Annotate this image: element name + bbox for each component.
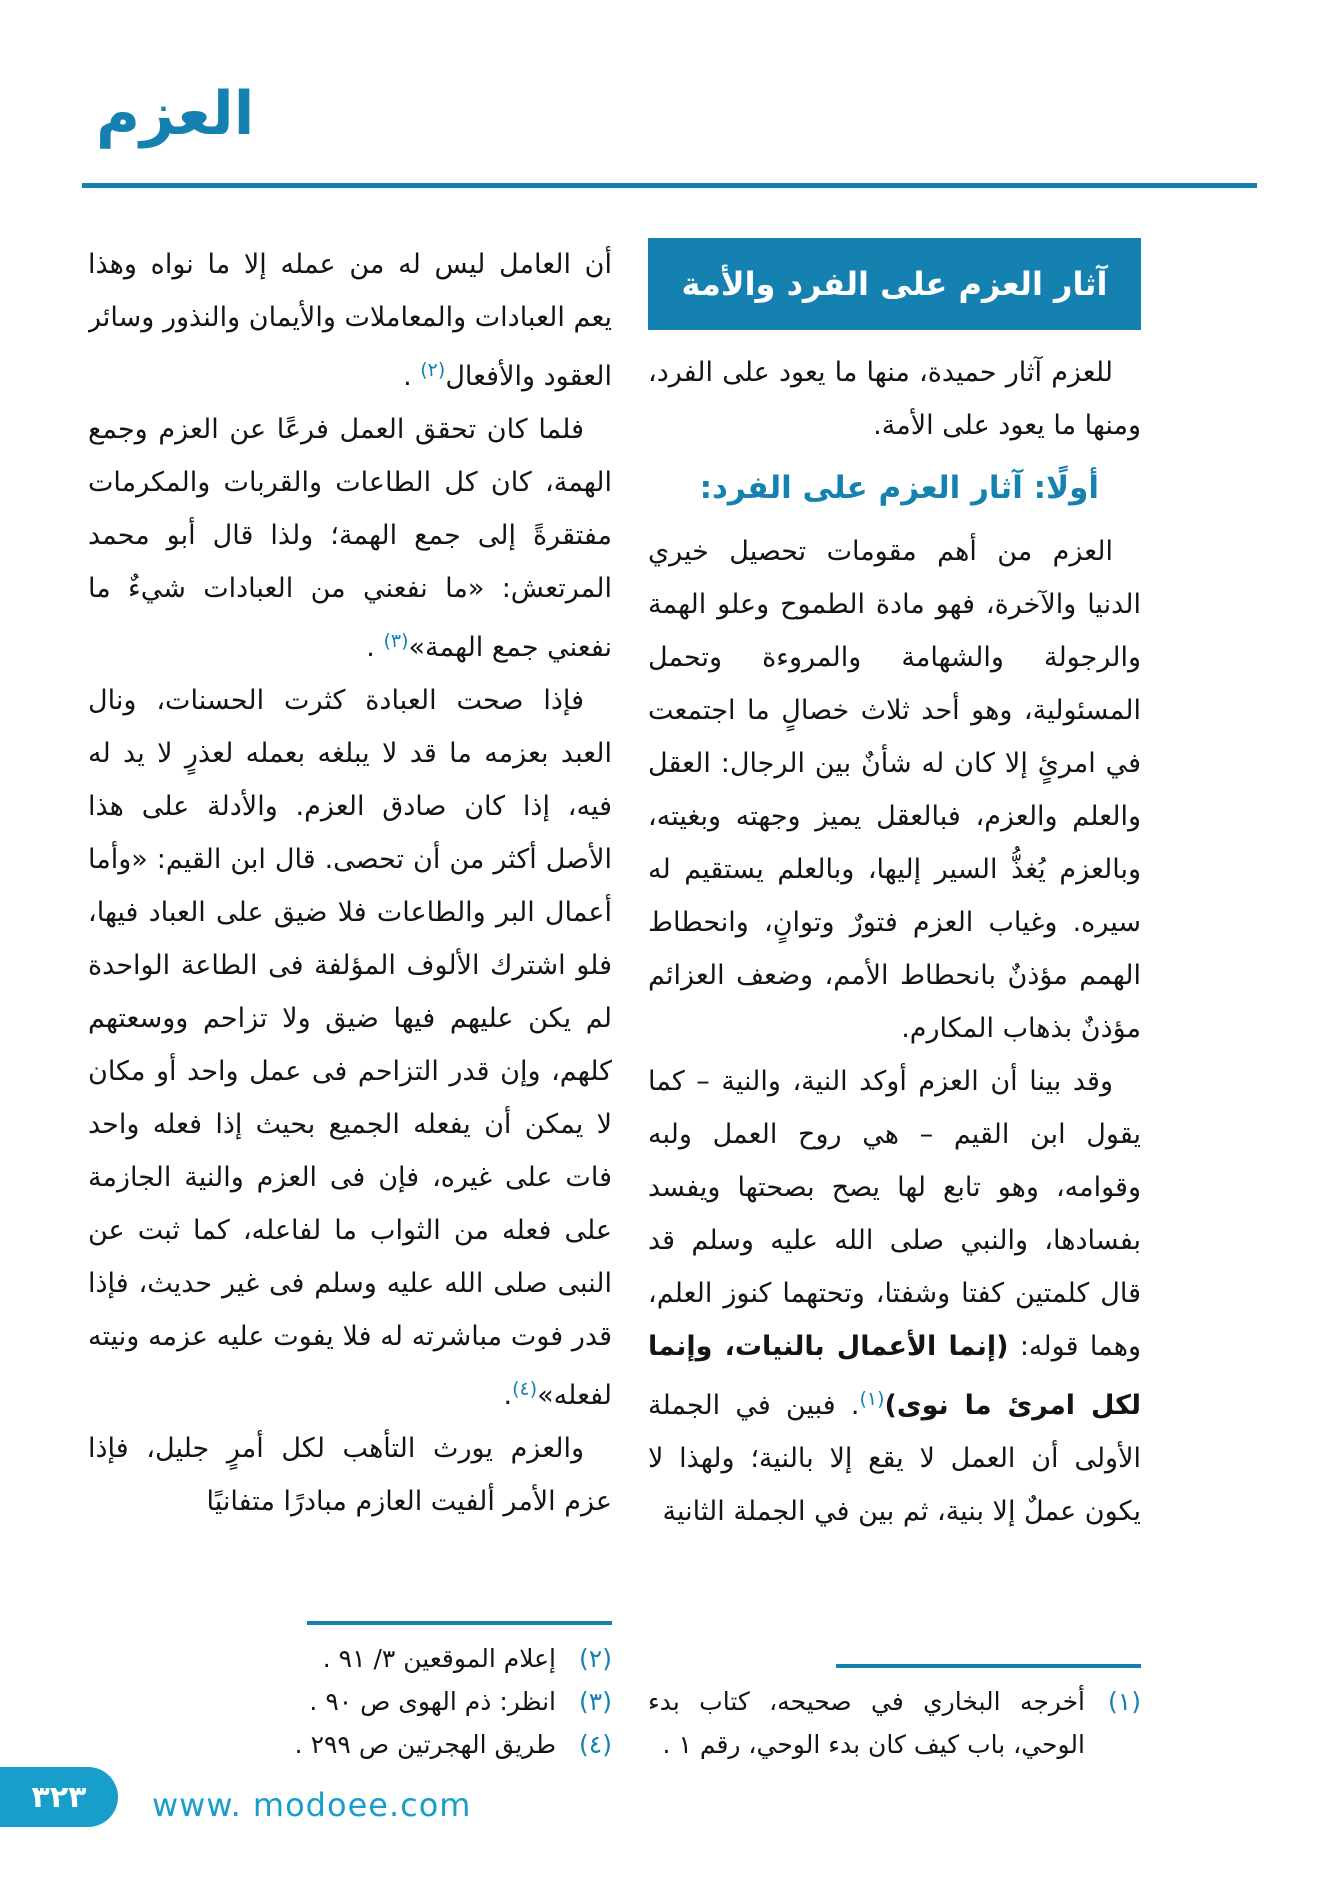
intro-paragraph: للعزم آثار حميدة، منها ما يعود على الفرد، ومنها ما يعود على الأمة. [648,357,1141,441]
footnote-item [88,1723,612,1766]
book-logo: العزم [96,79,255,149]
footnote-marker: (١) [1108,1687,1141,1716]
body-paragraph [648,1055,1141,1538]
paragraph-text: فلما كان تحقق العمل فرعًا عن العزم وجمع الهمة، كان كل الطاعات والقربات والمكرمات مفتقرةً إلى جمع الهمة؛ ولذا قال أبو محمد المرتعش: «ما نفعني من العبادات شيءٌ ما نفعني جمع الهمة» [88,414,612,663]
footnote-item [88,1680,612,1723]
footnote-item [648,1680,1141,1766]
website-link[interactable]: www. modoee.com [152,1786,472,1824]
footnote-marker: (٣) [579,1687,612,1716]
footnote-item [88,1637,612,1680]
footnote-ref-3: (٣) [383,630,409,652]
footnote-ref-4: (٤) [512,1378,538,1400]
footnote-separator [836,1664,1141,1668]
body-paragraph: والعزم يورث التأهب لكل أمرٍ جليل، فإذا عزم الأمر ألفيت العازم مبادرًا متفانيًا [88,1433,612,1517]
column-left [88,238,612,1766]
footnotes-block-right [648,1656,1141,1766]
paragraph-text: . فبين في الجملة الأولى أن العمل لا يقع إلا بالنية؛ ولهذا لا يكون عملٌ إلا بنية، ثم بين في الجملة الثانية [648,1390,1141,1527]
paragraph-text: . [366,632,384,663]
footnotes-block-left [88,1613,612,1766]
paragraph-text: أن العامل ليس له من عمله إلا ما نواه وهذا يعم العبادات والمعاملات والأيمان والنذور وسائر العقود والأفعال [88,249,612,392]
footnote-text: طريق الهجرتين ص ٢٩٩ . [294,1730,556,1759]
page-number-badge: ٣٢٣ [0,1767,118,1827]
body-paragraph: العزم من أهم مقومات تحصيل خيري الدنيا والآخرة، فهو مادة الطموح وعلو الهمة والرجولة والشهامة والمروءة وتحمل المسئولية، وهو أحد ثلاث خصالٍ ما اجتمعت في امرئٍ إلا كان له شأنٌ بين الرجال: العقل والعلم والعزم، فبالعقل يميز وجهته وبغيته، وبالعزم يُغذُّ السير إليها، وبالعلم يستقيم له سيره. وغياب العزم فتورٌ وتوانٍ، وانحطاط الهمم مؤذنٌ بانحطاط الأمم، وضعف العزائم مؤذنٌ بذهاب المكارم. [648,536,1141,1044]
body-paragraph [88,238,612,403]
header-rule [82,183,1257,188]
hadith-quote: (إنما الأعمال بالنيات، وإنما لكل امرئ ما نوى) [648,1331,1141,1421]
footnote-text: أخرجه البخاري في صحيحه، كتاب بدء الوحي، باب كيف كان بدء الوحي، رقم ١ . [648,1687,1085,1759]
paragraph-text: فإذا صحت العبادة كثرت الحسنات، ونال العبد بعزمه ما قد لا يبلغه بعمله لعذرٍ لا يد له فيه، إذا كان صادق العزم. والأدلة على هذا الأصل أكثر من أن تحصى. قال ابن القيم: «وأما أعمال البر والطاعات فلا ضيق على العباد فيها، فلو اشترك الألوف المؤلفة فى الطاعة الواحدة لم يكن عليهم فيها ضيق ولا تزاحم ووسعتهم كلهم، وإن قدر التزاحم فى عمل واحد أو مكان لا يمكن أن يفعله الجميع بحيث إذا فعله واحد فات على غيره، فإن فى العزم والنية الجازمة على فعله من الثواب ما لفاعله، كما ثبت عن النبى صلى الله عليه وسلم فى غير حديث، فإذا قدر فوت مباشرته له فلا يفوت عليه عزمه ونيته لفعله» [88,685,612,1411]
body-paragraph [88,674,612,1422]
body-paragraph [88,403,612,674]
text-columns [88,238,1141,1766]
paragraph-text: . [403,361,421,392]
footnote-text: إعلام الموقعين ٣/ ٩١ . [322,1644,556,1673]
footnote-ref-2: (٢) [420,359,446,381]
footnote-text: انظر: ذم الهوى ص ٩٠ . [309,1687,556,1716]
section-title-box: آثار العزم على الفرد والأمة [648,238,1141,330]
column-right [648,238,1141,1766]
paragraph-text: وقد بينا أن العزم أوكد النية، والنية – كما يقول ابن القيم – هي روح العمل ولبه وقوامه، وهو تابع لها يصح بصحتها ويفسد بفسادها، والنبي صلى الله عليه وسلم قد قال كلمتين كفتا وشفتا، وتحتهما كنوز العلم، وهما قوله: [648,1066,1141,1362]
paragraph-text: . [503,1380,513,1411]
footnote-marker: (٢) [579,1644,612,1673]
footnote-ref-1: (١) [859,1388,885,1410]
footnote-separator [307,1621,612,1625]
subheading-first: أولًا: آثار العزم على الفرد: [699,470,1099,506]
footnote-marker: (٤) [579,1730,612,1759]
